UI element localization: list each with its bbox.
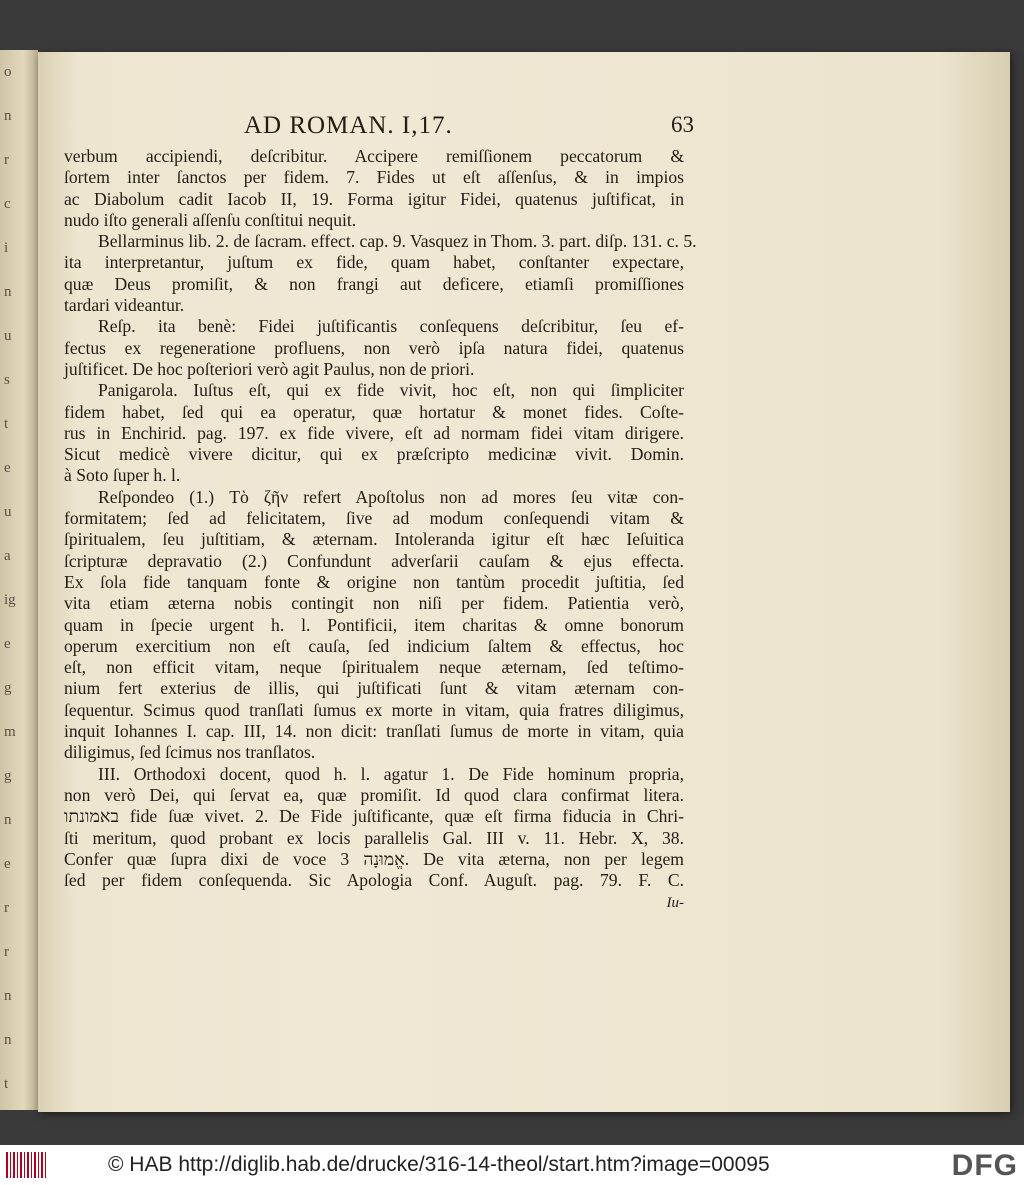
text-line: juſtificet. De hoc poſteriori verò agit Paulus, non de priori. [64, 358, 475, 379]
left-edge-fragment: r [4, 152, 9, 168]
text-line: III. Orthodoxi docent, quod h. l. agatur 1. De Fide hominum propria, [98, 763, 684, 784]
text-line: Reſp. ita benè: Fidei juſtificantis conſequens deſcribitur, ſeu ef- [98, 316, 684, 337]
left-edge-fragment: n [4, 812, 12, 828]
left-edge-fragment: s [4, 372, 10, 388]
left-edge-fragment: n [4, 108, 12, 124]
left-edge-fragment: t [4, 1076, 9, 1092]
text-line: fidem habet, ſed qui ea operatur, quæ hortatur & monet fides. Coſte- [64, 401, 684, 422]
left-edge-fragment: i [4, 240, 9, 256]
left-edge-fragment: n [4, 284, 12, 300]
text-line: ſortem inter ſanctos per fidem. 7. Fides ut eſt aſſenſus, & in impios [64, 167, 684, 188]
catchword: Iu- [666, 895, 684, 912]
left-edge-fragment: e [4, 856, 11, 872]
left-edge-fragment: g [4, 768, 12, 784]
left-edge-fragment: m [4, 724, 16, 740]
text-line: ſcripturæ depravatio (2.) Confundunt adverſarii cauſam & ejus effecta. [64, 550, 684, 571]
text-line: nium fert exterius de illis, qui juſtificati ſunt & vitam æternam con- [64, 678, 684, 699]
body-text [64, 146, 697, 891]
running-head-title: AD ROMAN. I,17. [244, 112, 453, 139]
book-page [38, 52, 1010, 1112]
text-line: operum exercitium non eſt cauſa, ſed indicium ſaltem & effectus, hoc [64, 635, 684, 656]
left-edge-fragment: c [4, 196, 11, 212]
running-head [64, 112, 694, 146]
text-line: à Soto ſuper h. l. [64, 465, 181, 486]
text-line: non verò Dei, qui ſervat ea, quæ promiſit. Id quod clara confirmat litera. [64, 784, 684, 805]
text-line: inquit Iohannes I. cap. III, 14. non dicit: tranſlati ſumus de morte in vitam, quia [64, 721, 684, 742]
text-line: Sicut medicè vivere dicitur, qui ex præſcripto medicinæ vivit. Domin. [64, 444, 684, 465]
text-line: rus in Enchirid. pag. 197. ex fide vivere, eſt ad normam fidei vitam dirigere. [64, 422, 684, 443]
left-page-edge [0, 50, 38, 1110]
left-edge-fragment: n [4, 1032, 12, 1048]
left-edge-fragment: n [4, 988, 12, 1004]
text-line: Reſpondeo (1.) Τὸ ζῆν refert Apoſtolus non ad mores ſeu vitæ con- [98, 486, 684, 507]
text-line: verbum accipiendi, deſcribitur. Accipere remiſſionem peccatorum & [64, 146, 684, 166]
text-line: ſti meritum, quod probant ex locis parallelis Gal. III v. 11. Hebr. X, 38. [64, 827, 684, 848]
text-line: nudo iſto generali aſſenſu conſtitui nequit. [64, 209, 357, 230]
left-edge-fragment: u [4, 328, 12, 344]
text-line: formitatem; ſed ad felicitatem, ſive ad modum conſequendi vitam & [64, 508, 684, 529]
left-edge-fragment: r [4, 944, 9, 960]
left-edge-fragment: u [4, 504, 12, 520]
text-line: ita interpretantur, juſtum ex fide, quam habet, conſtanter expectare, [64, 252, 684, 273]
page-number: 63 [671, 112, 694, 137]
footer-bar [0, 1145, 1024, 1185]
left-edge-fragment: e [4, 636, 11, 652]
left-edge-fragment: a [4, 548, 11, 564]
text-line: vita etiam æterna nobis contingit non niſi per fidem. Patientia verò, [64, 593, 684, 614]
left-edge-fragment: o [4, 64, 12, 80]
text-line: באמונתו fide ſuæ vivet. 2. De Fide juſtificante, quæ eſt firma fiducia in Chri- [64, 806, 684, 827]
text-line: diligimus, ſed ſcimus nos tranſlatos. [64, 742, 316, 763]
left-edge-fragment: ig [4, 592, 16, 608]
left-edge-fragment: r [4, 900, 9, 916]
text-line: ac Diabolum cadit Iacob II, 19. Forma igitur Fidei, quatenus juſtificat, in [64, 188, 684, 209]
footer-url[interactable]: © HAB http://diglib.hab.de/drucke/316-14-theol/start.htm?image=00095 [108, 1153, 770, 1176]
text-line: Confer quæ ſupra dixi de voce אֱמוּנָה 3. De vita æterna, non per legem [64, 848, 684, 869]
text-line: quæ Deus promiſit, & non frangi aut deficere, etiamſi promiſſiones [64, 273, 684, 294]
hab-barcode-logo [6, 1152, 48, 1178]
dfg-logo: DFG [951, 1149, 1018, 1182]
text-block [64, 112, 697, 912]
text-line: fectus ex regeneratione profluens, non verò ipſa natura fidei, quatenus [64, 337, 684, 358]
left-edge-fragment: g [4, 680, 12, 696]
text-line: eſt, non efficit vitam, neque ſpiritualem neque æternam, ſed teſtimo- [64, 657, 684, 678]
text-line: ſequentur. Scimus quod tranſlati ſumus ex morte in vitam, quia fratres diligimus, [64, 699, 684, 720]
text-line: ſed per fidem conſequenda. Sic Apologia Conf. Auguſt. pag. 79. F. C. [64, 870, 684, 891]
left-edge-fragment: t [4, 416, 9, 432]
text-line: quam in ſpecie urgent h. l. Pontificii, item charitas & omne bonorum [64, 614, 684, 635]
left-edge-fragment: e [4, 460, 11, 476]
text-line: Panigarola. Iuſtus eſt, qui ex fide vivit, hoc eſt, non qui ſimpliciter [98, 380, 684, 401]
text-line: tardari videantur. [64, 295, 185, 316]
text-line: Ex ſola fide tanquam fonte & origine non tantùm procedit juſtitia, ſed [64, 571, 684, 592]
text-line: Bellarminus lib. 2. de ſacram. effect. cap. 9. Vasquez in Thom. 3. part. diſp. 131. c. 5. [98, 231, 697, 252]
text-line: ſpiritualem, ſeu juſtitiam, & æternam. Intoleranda igitur eſt hæc Ieſuitica [64, 529, 684, 550]
